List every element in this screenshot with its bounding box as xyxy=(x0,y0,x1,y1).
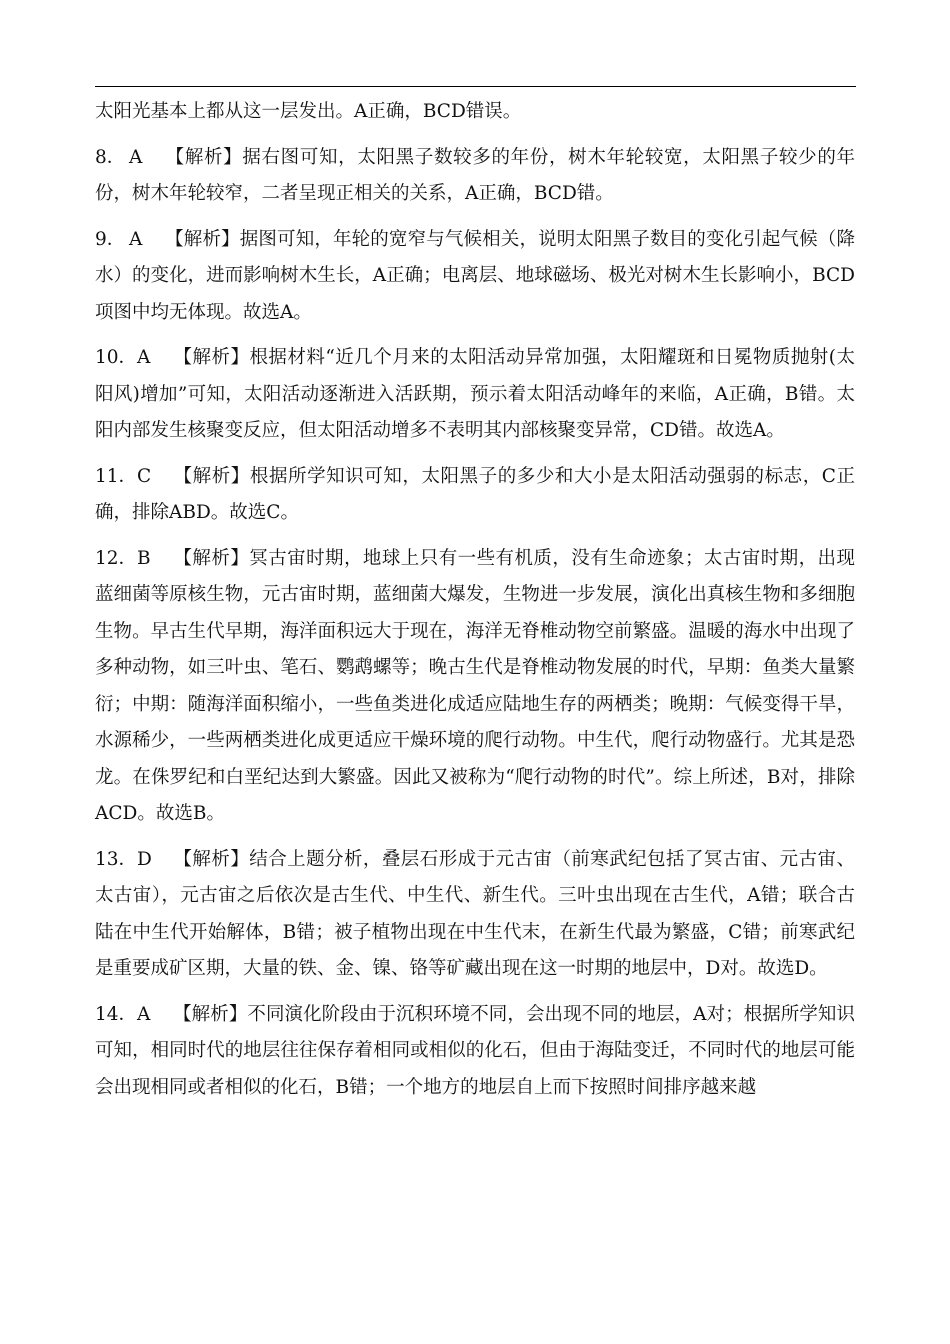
item-number: 11． xyxy=(95,465,138,487)
item-answer: D xyxy=(137,848,152,870)
item-number: 10． xyxy=(95,347,138,368)
analysis-text: 根据材料“近几个月来的太阳活动异常加强，太阳耀斑和日冕物质抛射(太阳风)增加”可知，太阳活动逐渐进入活跃期，预示着太阳活动峰年的来临，A正确，B错。太阳内部发生核聚变反应，但太阳活动增多不表明其内部核聚变异常，CD错。故选A。 xyxy=(95,347,855,441)
analysis-label: 【解析】 xyxy=(165,228,240,250)
answer-explanations xyxy=(95,94,855,1115)
item-number: 8． xyxy=(95,146,126,168)
explanation-item-13 xyxy=(95,842,855,988)
item-answer: A xyxy=(137,347,151,368)
item-answer: A xyxy=(129,228,143,250)
analysis-label: 【解析】 xyxy=(173,465,250,487)
analysis-label: 【解析】 xyxy=(173,1003,248,1025)
item-number: 14． xyxy=(95,1003,138,1025)
explanation-item-8 xyxy=(95,140,855,213)
analysis-text: 冥古宙时期，地球上只有一些有机质，没有生命迹象；太古宙时期，出现蓝细菌等原核生物，元古宙时期，蓝细菌大爆发，生物进一步发展，演化出真核生物和多细胞生物。早古生代早期，海洋面积远大于现在，海洋无脊椎动物空前繁盛。温暖的海水中出现了多种动物，如三叶虫、笔石、鹦鹉螺等；晚古生代是脊椎动物发展的时代，早期：鱼类大量繁衍；中期：随海洋面积缩小，一些鱼类进化成适应陆地生存的两栖类；晚期：气候变得干旱，水源稀少，一些两栖类进化成更适应干燥环境的爬行动物。中生代，爬行动物盛行。尤其是恐龙。在侏罗纪和白垩纪达到大繁盛。因此又被称为“爬行动物的时代”。综上所述，B对，排除ACD。故选B。 xyxy=(95,547,855,824)
continuation-text: 太阳光基本上都从这一层发出。A正确，BCD错误。 xyxy=(95,101,522,122)
explanation-item-14 xyxy=(95,997,855,1107)
item-answer: A xyxy=(137,1003,151,1025)
explanation-item-12 xyxy=(95,541,855,833)
explanation-item-11 xyxy=(95,459,855,532)
analysis-label: 【解析】 xyxy=(173,848,250,870)
item-number: 12． xyxy=(95,547,138,569)
analysis-text: 据右图可知，太阳黑子数较多的年份，树木年轮较宽，太阳黑子较少的年份，树木年轮较窄，二者呈现正相关的关系，A正确，BCD错。 xyxy=(95,146,855,204)
analysis-text: 据图可知，年轮的宽窄与气候相关，说明太阳黑子数目的变化引起气候（降水）的变化，进而影响树木生长，A正确；电离层、地球磁场、极光对树木生长影响小，BCD项图中均无体现。故选A。 xyxy=(95,228,855,323)
analysis-label: 【解析】 xyxy=(173,347,250,368)
item-number: 9． xyxy=(95,228,126,250)
item-answer: A xyxy=(129,146,143,168)
analysis-text: 不同演化阶段由于沉积环境不同，会出现不同的地层，A对；根据所学知识可知，相同时代的地层往往保存着相同或相似的化石，但由于海陆变迁，不同时代的地层可能会出现相同或者相似的化石，B错；一个地方的地层自上而下按照时间排序越来越 xyxy=(95,1003,855,1098)
analysis-text: 结合上题分析，叠层石形成于元古宙（前寒武纪包括了冥古宙、元古宙、太古宙），元古宙之后依次是古生代、中生代、新生代。三叶虫出现在古生代，A错；联合古陆在中生代开始解体，B错；被子植物出现在中生代末，在新生代最为繁盛，C错；前寒武纪是重要成矿区期，大量的铁、金、镍、铬等矿藏出现在这一时期的地层中，D对。故选D。 xyxy=(95,848,855,979)
analysis-label: 【解析】 xyxy=(165,146,243,168)
item-number: 13． xyxy=(95,848,138,870)
item-answer: B xyxy=(137,547,151,569)
header-rule xyxy=(95,86,856,87)
analysis-label: 【解析】 xyxy=(173,547,250,569)
explanation-item-9 xyxy=(95,222,855,332)
explanation-item-10 xyxy=(95,340,855,450)
analysis-text: 根据所学知识可知，太阳黑子的多少和大小是太阳活动强弱的标志，C正确，排除ABD。故选C。 xyxy=(95,465,855,523)
item-answer: C xyxy=(137,465,152,487)
